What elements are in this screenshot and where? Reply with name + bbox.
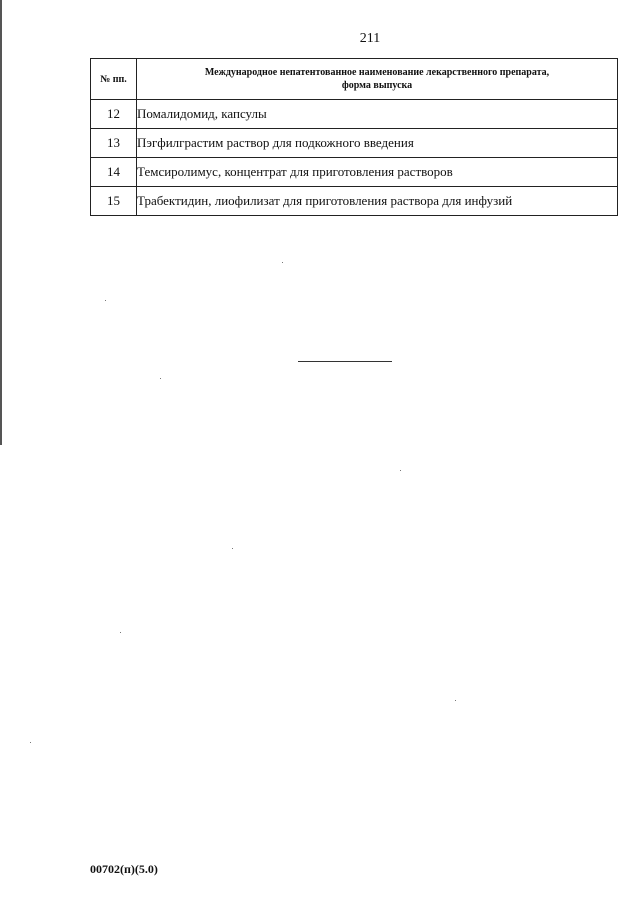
scan-left-edge (0, 0, 2, 445)
row-drug-name: Пэгфилграстим раствор для подкожного введения (137, 129, 618, 158)
scan-speck (232, 548, 233, 549)
page-number: 211 (359, 31, 381, 46)
scan-speck (400, 470, 401, 471)
scan-speck (455, 700, 456, 701)
table-row (91, 129, 618, 158)
document-footer-code: 00702(п)(5.0) (90, 862, 158, 876)
row-number: 14 (91, 158, 137, 187)
row-number: 12 (91, 100, 137, 129)
table-row (91, 187, 618, 216)
row-drug-name: Трабектидин, лиофилизат для приготовления раствора для инфузий (137, 187, 618, 216)
header-drug-name-line2: форма выпуска (341, 80, 413, 91)
scan-speck (160, 378, 161, 379)
row-drug-name: Помалидомид, капсулы (137, 100, 618, 129)
table-header-row (91, 59, 618, 100)
scan-speck (30, 742, 31, 743)
scan-speck (105, 300, 106, 301)
row-number: 13 (91, 129, 137, 158)
scan-speck (120, 632, 121, 633)
scan-speck (282, 262, 283, 263)
row-drug-name: Темсиролимус, концентрат для приготовления растворов (137, 158, 618, 187)
table-row (91, 158, 618, 187)
end-of-list-rule (298, 361, 392, 362)
header-number: № пп. (91, 59, 137, 100)
row-number: 15 (91, 187, 137, 216)
table-row (91, 100, 618, 129)
header-drug-name (137, 59, 618, 100)
drug-table (90, 58, 618, 216)
header-drug-name-line1: Международное непатентованное наименование лекарственного препарата, (204, 67, 550, 78)
